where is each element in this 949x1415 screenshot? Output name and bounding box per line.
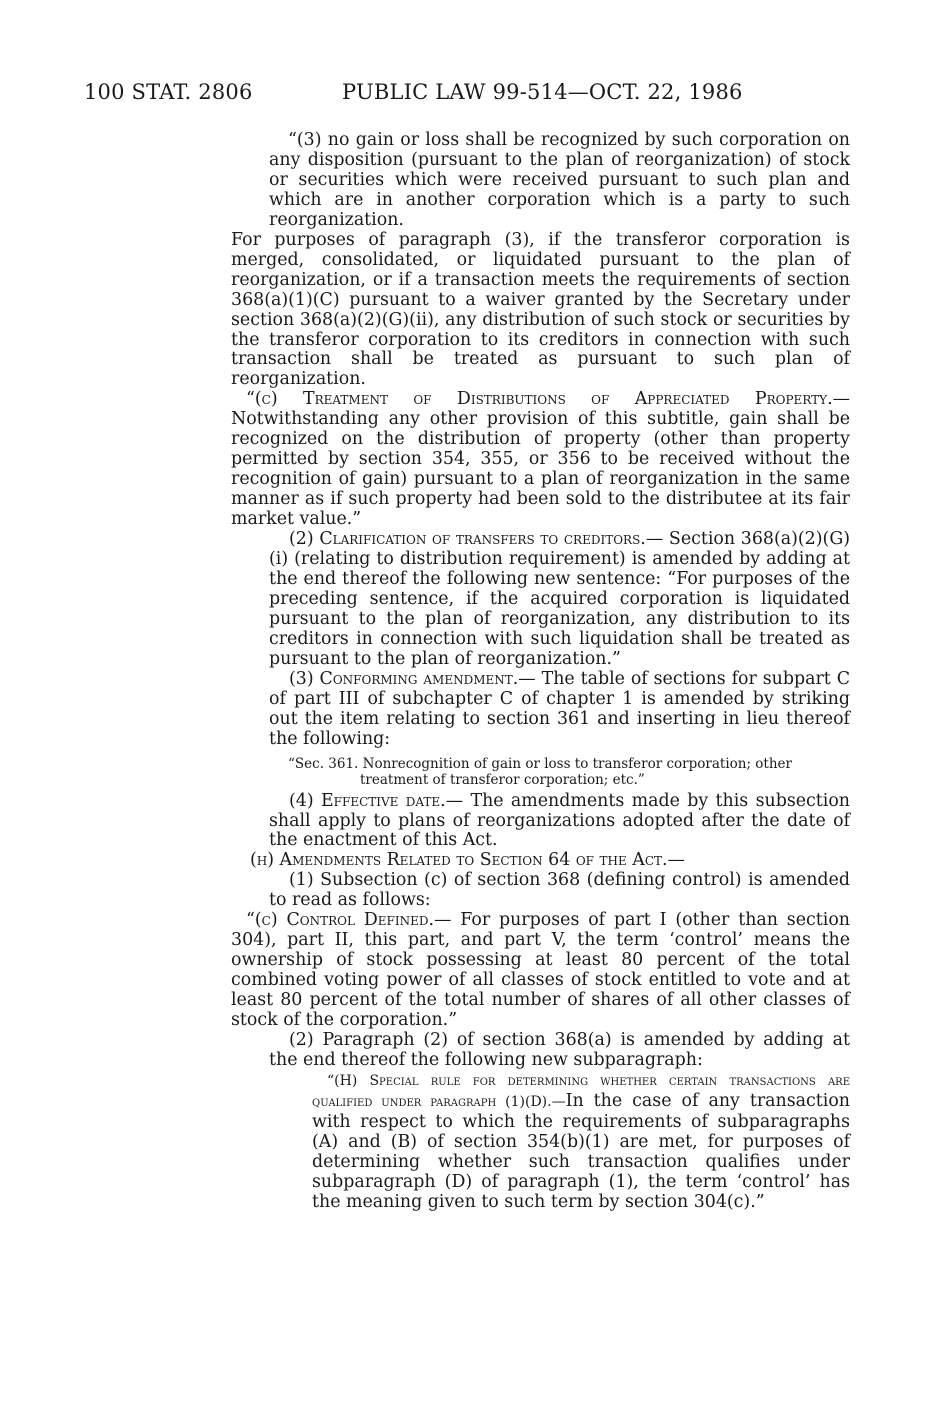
text-control-defined: For purposes of part I (other than section 304), part II, this part, and part V, the term ‘control’ means the ownership of stock possessing at least 80 percent of the total combined voting power of all classes of stock entitled to vote and at least 80 percent of the total number of shares of all other classes of stock of the corporation.” xyxy=(231,910,850,1031)
heading-conforming-amendment: (3) Conforming amendment.— xyxy=(289,668,536,689)
paragraph-treatment-of-distributions xyxy=(231,390,850,530)
heading-clarification: (2) Clarification of transfers to creditors.— xyxy=(289,529,664,550)
heading-special-rule-h: “(H) Special rule for determining whether certain transactions are qualified under paragraph (1)(D).— xyxy=(312,1072,850,1110)
text-special-rule-h: In the case of any transaction with respect to which the requirements of subparagraphs (A) and (B) of section 354(b)(1) are met, for purposes of determining whether such transaction qualifies under subparagraph (D) of paragraph (1), the term ‘control’ has the meaning given to such term by section 304(c).” xyxy=(312,1090,850,1212)
paragraph-special-rule-h xyxy=(231,1071,850,1213)
paragraph-for-purposes: For purposes of paragraph (3), if the transferor corporation is merged, consolidated, or liquidated pursuant to the plan of reorganization, or if a transaction meets the requirements of section 368(a)(1)(C) pursuant to a waiver granted by the Secretary under section 368(a)(2)(G)(ii), any distribution of such stock or securities by the transferor corporation to its creditors in connection with such transaction shall be treated as pursuant to such plan of reorganization. xyxy=(231,229,850,390)
paragraph-clarification xyxy=(231,530,850,670)
heading-effective-date: (4) Effective date.— xyxy=(289,790,464,811)
table-of-sections-item xyxy=(231,756,850,788)
text-treatment-of-distributions: Notwithstanding any other provision of this subtitle, gain shall be recognized on the distribution of property (other than property permitted by section 354, 355, or 356 to be received without the recognition of gain) pursuant to a plan of reorganization in the same manner as if such property had been sold to the distributee at its fair market value.” xyxy=(231,409,850,530)
heading-control-defined: “(c) Control Defined.— xyxy=(246,910,452,931)
page-reference: 100 STAT. 2806 xyxy=(84,80,253,104)
toc-line-2: treatment of transferor corporation; etc.” xyxy=(360,771,645,788)
text-effective-date: The amendments made by this subsection shall apply to plans of reorganizations adopted after the date of the enactment of this Act. xyxy=(269,790,851,851)
paragraph-conforming-amendment xyxy=(231,670,850,750)
paragraph-effective-date xyxy=(231,792,850,852)
heading-section-h: (h) Amendments Related to Section 64 of the Act.— xyxy=(250,850,685,871)
paragraph-3-no-gain: “(3) no gain or loss shall be recognized by such corporation on any disposition (pursuant to the plan of reorganization) of stock or securities which were received pursuant to such plan and which are in another corporation which is a party to such reorganization. xyxy=(269,130,850,230)
text-conforming-amendment: The table of sections for subpart C of part III of subchapter C of chapter 1 is amended by striking out the item relating to section 361 and inserting in lieu thereof the following: xyxy=(269,668,850,749)
toc-line-1: “Sec. 361. Nonrecognition of gain or loss to transferor corporation; other xyxy=(288,755,792,772)
paragraph-control-defined xyxy=(231,911,850,1031)
page-title: PUBLIC LAW 99-514—OCT. 22, 1986 xyxy=(342,80,743,104)
paragraph-subsection-c-amended: (1) Subsection (c) of section 368 (defining control) is amended to read as follows: xyxy=(269,870,850,911)
heading-treatment-of-distributions: “(c) Treatment of Distributions of Appreciated Property.— xyxy=(246,389,850,410)
text-clarification: Section 368(a)(2)(G)(i) (relating to distribution requirement) is amended by adding at the end thereof the following new sentence: “For purposes of the preceding sentence, if the acquired corporation is liquidated pursuant to the plan of reorganization, any distribution to its creditors in connection with such liquidation shall be treated as pursuant to the plan of reorganization.” xyxy=(269,529,850,669)
document-body xyxy=(231,131,850,1213)
paragraph-368a-amended: (2) Paragraph (2) of section 368(a) is amended by adding at the end thereof the following new subparagraph: xyxy=(269,1029,850,1070)
